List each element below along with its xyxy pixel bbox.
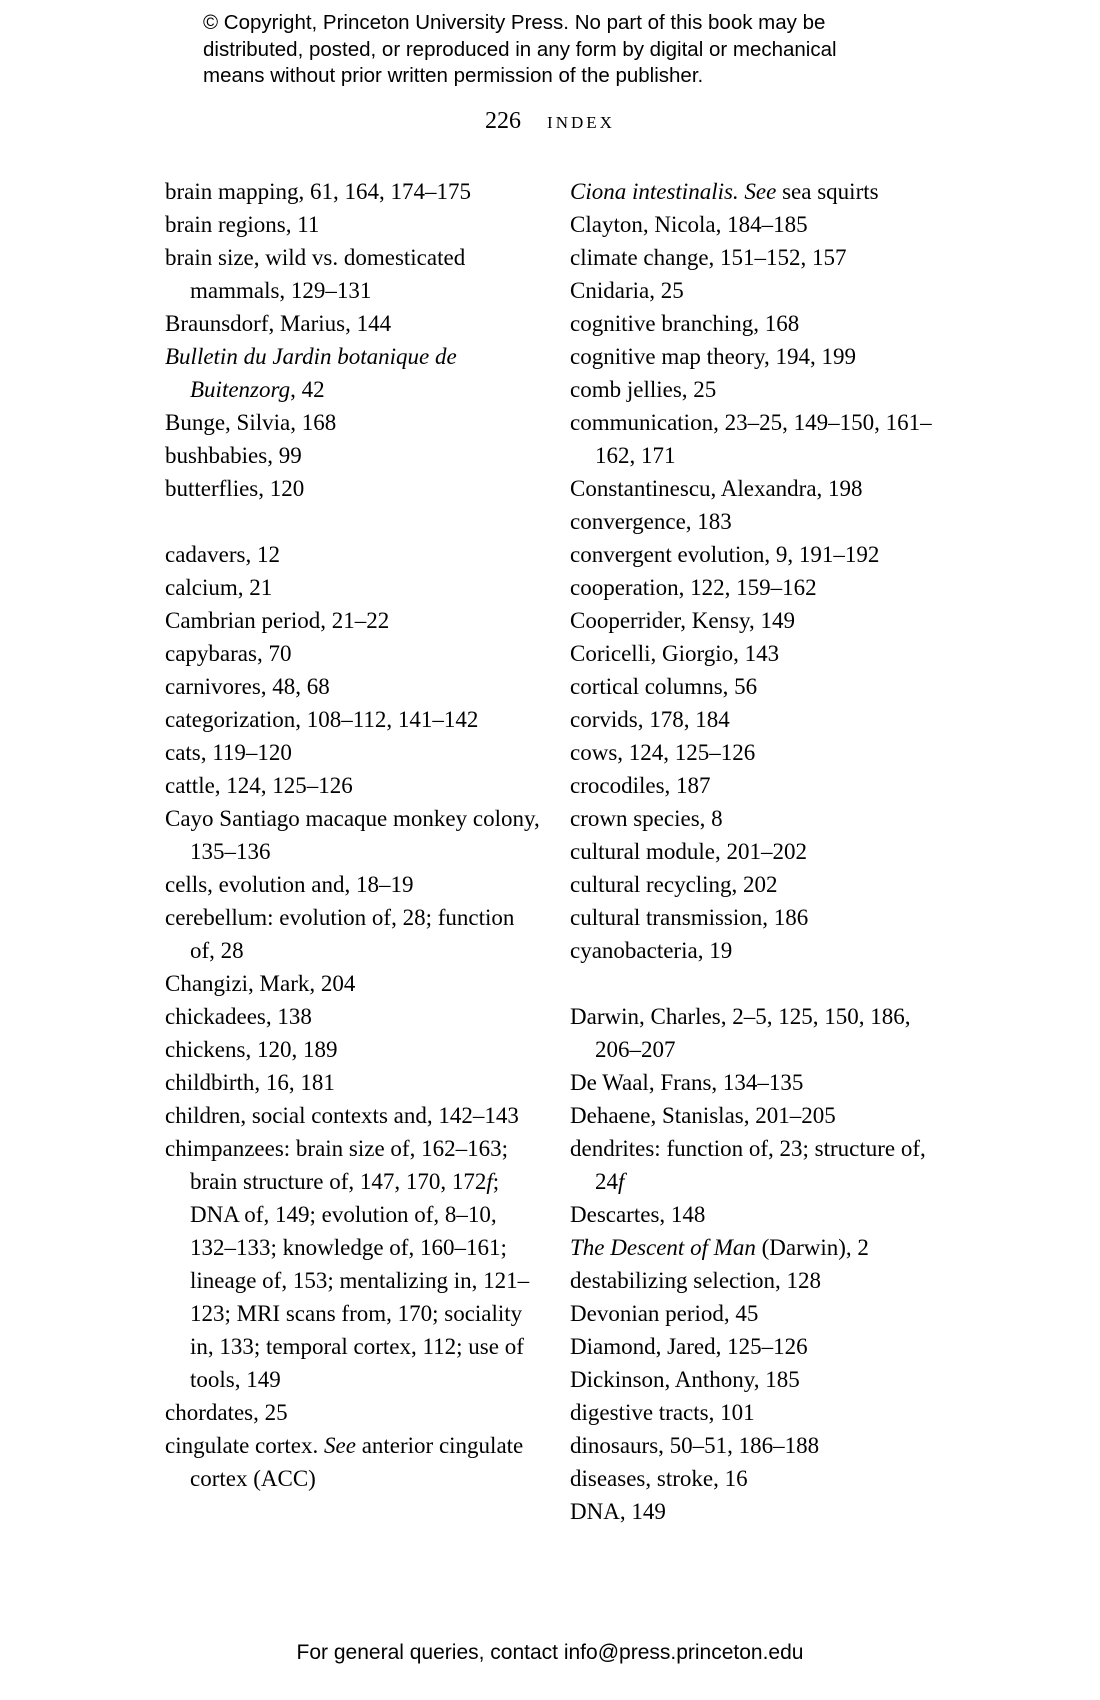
- index-entry: cows, 124, 125–126: [570, 740, 756, 765]
- index-entry: Cayo Santiago macaque monkey colony, 135–136: [165, 806, 540, 864]
- index-entry: communication, 23–25, 149–150, 161–162, 171: [570, 410, 932, 468]
- section-title: index: [547, 108, 615, 134]
- running-head: [0, 106, 1100, 136]
- index-entry: Constantinescu, Alexandra, 198: [570, 476, 863, 501]
- index-entry: carnivores, 48, 68: [165, 674, 330, 699]
- index-entry: Cnidaria, 25: [570, 278, 684, 303]
- index-entry: chordates, 25: [165, 1400, 288, 1425]
- index-entry: cortical columns, 56: [570, 674, 758, 699]
- index-entry: digestive tracts, 101: [570, 1400, 755, 1425]
- index-entry: butterflies, 120: [165, 476, 305, 501]
- index-entry: categorization, 108–112, 141–142: [165, 707, 479, 732]
- index-column-right: [570, 175, 940, 1528]
- index-entry: cognitive branching, 168: [570, 311, 800, 336]
- index-entry: climate change, 151–152, 157: [570, 245, 847, 270]
- letter-group-gap: [570, 967, 940, 1000]
- index-entry: children, social contexts and, 142–143: [165, 1103, 519, 1128]
- index-entry: Bulletin du Jardin botanique de Buitenzorg, 42: [165, 344, 457, 402]
- index-entry: Changizi, Mark, 204: [165, 971, 356, 996]
- index-entry: cattle, 124, 125–126: [165, 773, 353, 798]
- index-entry: destabilizing selection, 128: [570, 1268, 822, 1293]
- index-entry: bushbabies, 99: [165, 443, 302, 468]
- index-entry: Darwin, Charles, 2–5, 125, 150, 186, 206–207: [570, 1004, 911, 1062]
- index-entry: Dickinson, Anthony, 185: [570, 1367, 800, 1392]
- index-entry: cats, 119–120: [165, 740, 292, 765]
- index-entry: cells, evolution and, 18–19: [165, 872, 414, 897]
- index-entry: convergent evolution, 9, 191–192: [570, 542, 880, 567]
- index-entry: Cooperrider, Kensy, 149: [570, 608, 795, 633]
- index-entry: comb jellies, 25: [570, 377, 717, 402]
- index-entry: Bunge, Silvia, 168: [165, 410, 337, 435]
- index-entry: cadavers, 12: [165, 542, 280, 567]
- index-entry: chickadees, 138: [165, 1004, 312, 1029]
- copyright-notice: © Copyright, Princeton University Press. No part of this book may be distributed, posted, or reproduced in any form by digital or mechanical means without prior written permission of the publisher.: [203, 11, 837, 87]
- index-entry: cultural recycling, 202: [570, 872, 778, 897]
- index-entry: DNA, 149: [570, 1499, 666, 1524]
- index-entry: dinosaurs, 50–51, 186–188: [570, 1433, 820, 1458]
- index-entry: cingulate cortex. See anterior cingulate cortex (ACC): [165, 1433, 524, 1491]
- index-entry: cognitive map theory, 194, 199: [570, 344, 856, 369]
- index-column-left: [165, 175, 540, 1495]
- index-entry: childbirth, 16, 181: [165, 1070, 335, 1095]
- index-entry: Descartes, 148: [570, 1202, 706, 1227]
- index-entry: Diamond, Jared, 125–126: [570, 1334, 808, 1359]
- index-entry: De Waal, Frans, 134–135: [570, 1070, 804, 1095]
- index-entry: brain regions, 11: [165, 212, 320, 237]
- footer-contact: For general queries, contact info@press.princeton.edu: [296, 1641, 804, 1664]
- index-entry: cooperation, 122, 159–162: [570, 575, 817, 600]
- page-number: 226: [485, 108, 522, 134]
- index-entry: chickens, 120, 189: [165, 1037, 338, 1062]
- index-entry: brain mapping, 61, 164, 174–175: [165, 179, 471, 204]
- index-entry: crocodiles, 187: [570, 773, 711, 798]
- index-entry: diseases, stroke, 16: [570, 1466, 748, 1491]
- index-entry: cyanobacteria, 19: [570, 938, 733, 963]
- index-entry: Cambrian period, 21–22: [165, 608, 390, 633]
- index-entry: The Descent of Man (Darwin), 2: [570, 1235, 869, 1260]
- index-entry: capybaras, 70: [165, 641, 292, 666]
- index-entry: Ciona intestinalis. See sea squirts: [570, 179, 879, 204]
- index-entry: convergence, 183: [570, 509, 732, 534]
- index-entry: cultural module, 201–202: [570, 839, 807, 864]
- index-entry: Devonian period, 45: [570, 1301, 759, 1326]
- index-entry: brain size, wild vs. domesticated mammals, 129–131: [165, 245, 466, 303]
- index-entry: Clayton, Nicola, 184–185: [570, 212, 808, 237]
- index-entry: corvids, 178, 184: [570, 707, 730, 732]
- index-entry: Dehaene, Stanislas, 201–205: [570, 1103, 836, 1128]
- index-entry: crown species, 8: [570, 806, 723, 831]
- index-entry: cultural transmission, 186: [570, 905, 809, 930]
- index-entry: dendrites: function of, 23; structure of, 24f: [570, 1136, 926, 1194]
- letter-group-gap: [165, 505, 540, 538]
- index-entry: calcium, 21: [165, 575, 273, 600]
- index-entry: Braunsdorf, Marius, 144: [165, 311, 392, 336]
- index-entry: cerebellum: evolution of, 28; function of, 28: [165, 905, 515, 963]
- index-entry: chimpanzees: brain size of, 162–163; brain structure of, 147, 170, 172f; DNA of, 149; evolution of, 8–10, 132–133; knowledge of, 160–161; lineage of, 153; mentalizing in, 121–123; MRI scans from, 170; sociality in, 133; temporal cortex, 112; use of tools, 149: [165, 1136, 530, 1392]
- index-entry: Coricelli, Giorgio, 143: [570, 641, 780, 666]
